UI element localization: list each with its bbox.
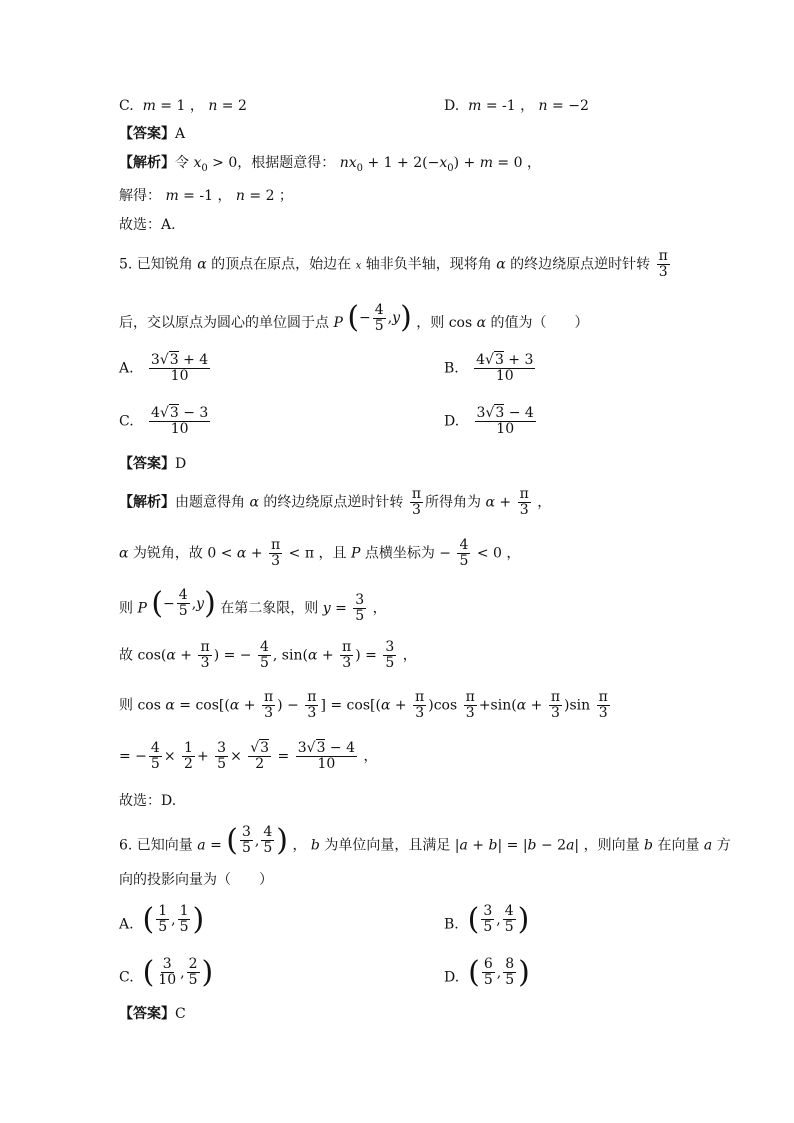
q5-option-d: D. $\frac{3√3 - 4}{10}$ bbox=[444, 405, 534, 437]
q5-stem-line-1: 5. 已知锐角 α 的顶点在原点，始边在 x 轴非负半轴，现将角 α 的终边绕原点逆时针转 $\frac{\pi}{3}$ bbox=[119, 248, 668, 280]
q4-analysis-line-3: 故选：A. bbox=[119, 217, 176, 233]
q6-option-b: B. ( $\frac{3}{5}$ , $\frac{4}{5}$ ) bbox=[444, 901, 530, 937]
q6-answer: 【答案】C bbox=[119, 1006, 186, 1022]
q5-option-a: A. $\frac{3√3 + 4}{10}$ bbox=[119, 352, 209, 384]
q4-answer: 【答案】A bbox=[119, 126, 186, 142]
q4-option-c: C. m = 1 ， n = 2 bbox=[119, 98, 247, 114]
q5-analysis-line-7: 故选：D. bbox=[119, 793, 177, 809]
q5-analysis-line-5: 则 cos α = cos[(α + $\frac{\pi}{3}$ ) − $\frac{\pi}{3}$ ] = cos[(α + $\frac{\pi}{3}$ )cos $\frac{\pi}{3}$ +sin(α + $\frac{\pi}{3}$ )sin $\frac{\pi}{3}$ bbox=[119, 689, 608, 721]
q4-option-d: D. m = -1 ， n = −2 bbox=[444, 98, 589, 114]
q5-analysis-line-1: 【解析】由题意得角 α 的终边绕原点逆时针转 $\frac{\pi}{3}$ 所得角为 α + $\frac{\pi}{3}$ ， bbox=[119, 486, 552, 518]
q5-analysis-line-6: = − $\frac{4}{5}$ × $\frac{1}{2}$ + $\frac{3}{5}$ × $\frac{√3}{2}$ = $\frac{3√3 - 4}{10}$ ， bbox=[119, 740, 378, 772]
q6-option-c: C. ( $\frac{3}{10}$ , $\frac{2}{5}$ ) bbox=[119, 954, 214, 990]
q5-analysis-line-4: 故 cos(α + $\frac{\pi}{3}$ ) = − $\frac{4}{5}$ , sin(α + $\frac{\pi}{3}$ ) = $\frac{3}{5}$ ， bbox=[119, 639, 417, 671]
q5-stem-line-2: 后，交以原点为圆心的单位圆于点 P ( − $\frac{4}{5}$ , y ) ，则 cos α 的值为（ ） bbox=[119, 300, 589, 335]
q6-stem-line-1: 6. 已知向量 a = ( $\frac{3}{5}$ , $\frac{4}{5}$ ) ， b 为单位向量，且满足 |a + b| = |b − 2a| ，则向量 b 在向量 a 方 bbox=[119, 822, 731, 858]
q5-answer: 【答案】D bbox=[119, 456, 187, 472]
q6-option-a: A. ( $\frac{1}{5}$ , $\frac{1}{5}$ ) bbox=[119, 901, 205, 937]
q5-option-b: B. $\frac{4√3 + 3}{10}$ bbox=[444, 352, 534, 384]
q4-analysis-line-2: 解得： m = -1 ， n = 2 ； bbox=[119, 188, 293, 204]
q5-analysis-line-2: α 为锐角，故 0 < α + $\frac{\pi}{3}$ < π ，且 P 点横坐标为 − $\frac{4}{5}$ < 0 ， bbox=[119, 537, 521, 569]
q5-option-c: C. $\frac{4√3 - 3}{10}$ bbox=[119, 405, 209, 437]
q6-stem-line-2: 向的投影向量为（ ） bbox=[119, 872, 273, 888]
q4-analysis-line-1: 【解析】令 $x_0 > 0$，根据题意得： $nx_0 + 1 + 2(-x_0) + m = 0$ ， bbox=[119, 155, 541, 174]
q5-analysis-line-3: 则 P ( − $\frac{4}{5}$ , y ) 在第二象限，则 y = $\frac{3}{5}$ ， bbox=[119, 585, 387, 624]
q6-option-d: D. ( $\frac{6}{5}$ , $\frac{8}{5}$ ) bbox=[444, 954, 530, 990]
